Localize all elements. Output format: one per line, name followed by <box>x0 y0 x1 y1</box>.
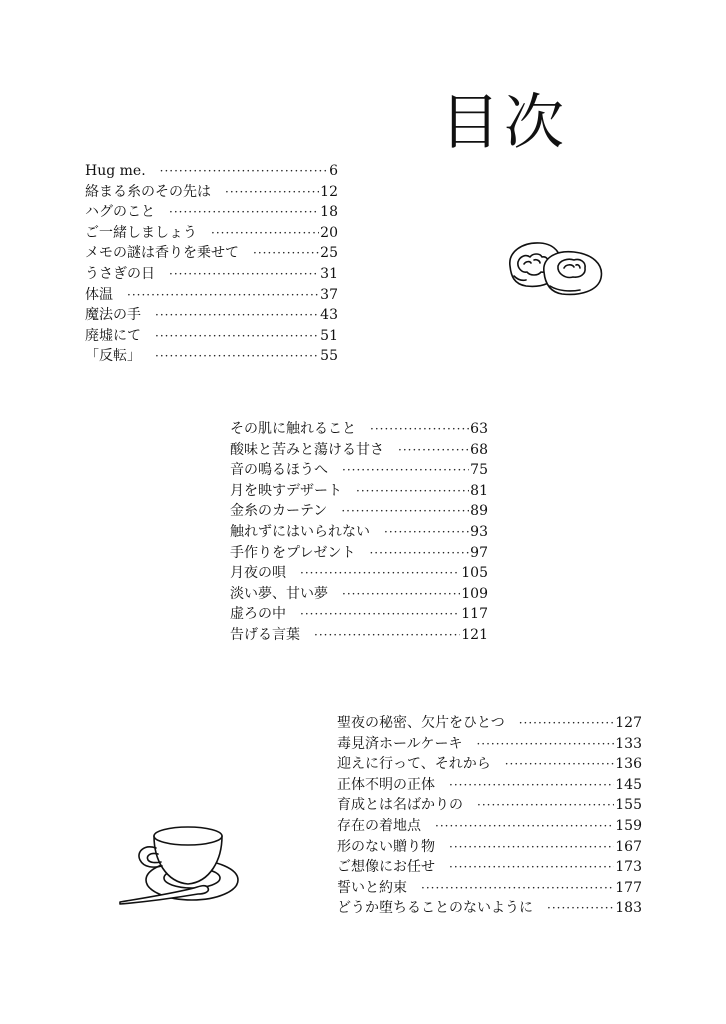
toc-leader <box>314 625 460 645</box>
toc-entry[interactable] <box>85 223 338 244</box>
toc-entry-title: ご一緒しましょう <box>85 224 197 241</box>
toc-entry[interactable] <box>230 522 488 543</box>
toc-leader <box>370 419 469 439</box>
toc-leader <box>421 878 614 898</box>
toc-entry-title: 体温 <box>85 286 113 303</box>
toc-entry-page: 68 <box>470 441 488 458</box>
toc-entry-page: 167 <box>615 838 642 855</box>
toc-entry-title: 迎えに行って、それから <box>337 756 491 773</box>
toc-entry-page: 25 <box>320 245 338 262</box>
toc-leader <box>300 604 460 624</box>
toc-entry-title: メモの謎は香りを乗せて <box>85 245 239 262</box>
toc-entry[interactable] <box>85 161 338 182</box>
toc-entry-page: 75 <box>470 462 488 479</box>
toc-leader <box>300 563 460 583</box>
toc-entry[interactable] <box>337 878 642 899</box>
toc-entry[interactable] <box>230 460 488 481</box>
toc-entry-page: 6 <box>329 163 338 179</box>
toc-entry[interactable] <box>337 754 642 775</box>
toc-leader <box>398 440 469 460</box>
toc-entry[interactable] <box>337 775 642 796</box>
toc-entry[interactable] <box>337 898 642 919</box>
toc-leader <box>519 713 615 733</box>
toc-entry-title: 存在の着地点 <box>337 817 421 834</box>
toc-entry[interactable] <box>85 182 338 203</box>
toc-entry-title: 音の鳴るほうへ <box>230 462 328 479</box>
toc-leader <box>155 346 319 366</box>
toc-entry-page: 177 <box>615 879 642 896</box>
toc-entry-page: 121 <box>461 626 488 643</box>
toc-entry-page: 133 <box>615 735 642 752</box>
toc-leader <box>342 584 460 604</box>
toc-entry-page: 105 <box>461 565 488 582</box>
toc-entry-title: 形のない贈り物 <box>337 838 435 855</box>
toc-leader <box>384 522 469 542</box>
toc-entry-title: 毒見済ホールケーキ <box>337 735 463 752</box>
toc-entry-page: 93 <box>470 523 488 540</box>
toc-leader <box>449 857 614 877</box>
toc-entry-title: 触れずにはいられない <box>230 523 370 540</box>
toc-entry-title: Hug me. <box>85 163 146 179</box>
toc-entry[interactable] <box>230 543 488 564</box>
toc-entry[interactable] <box>337 795 642 816</box>
toc-leader <box>435 816 614 836</box>
toc-leader <box>547 898 614 918</box>
toc-entry-title: 廃墟にて <box>85 327 141 344</box>
toc-entry[interactable] <box>230 563 488 584</box>
toc-entry-page: 18 <box>320 204 338 221</box>
toc-entry-title: 淡い夢、甘い夢 <box>230 585 328 602</box>
toc-entry-title: 月夜の唄 <box>230 565 286 582</box>
toc-leader <box>127 285 319 305</box>
toc-entry[interactable] <box>337 816 642 837</box>
toc-entry-page: 63 <box>470 421 488 437</box>
toc-section-1 <box>85 161 338 367</box>
page-title: 目次 <box>440 88 568 158</box>
toc-entry-page: 37 <box>320 286 338 303</box>
toc-leader <box>476 734 614 754</box>
toc-entry-title: 虚ろの中 <box>230 606 286 623</box>
toc-entry-title: 育成とは名ばかりの <box>337 797 463 814</box>
toc-entry-page: 43 <box>320 307 338 324</box>
pastry-icon <box>500 236 610 300</box>
toc-leader <box>211 223 319 243</box>
teacup-icon <box>114 818 244 908</box>
toc-entry[interactable] <box>85 326 338 347</box>
toc-leader <box>160 161 328 181</box>
toc-entry[interactable] <box>230 501 488 522</box>
toc-entry[interactable] <box>230 419 488 440</box>
toc-entry-title: 告げる言葉 <box>230 626 300 643</box>
toc-entry-page: 183 <box>615 900 642 917</box>
toc-entry-page: 155 <box>615 797 642 814</box>
toc-leader <box>155 326 319 346</box>
toc-entry[interactable] <box>85 305 338 326</box>
toc-entry[interactable] <box>337 713 642 734</box>
toc-entry-page: 145 <box>615 776 642 793</box>
toc-entry[interactable] <box>230 481 488 502</box>
toc-entry-title: その肌に触れること <box>230 421 356 437</box>
toc-entry-page: 55 <box>320 348 338 365</box>
toc-leader <box>253 243 319 263</box>
toc-leader <box>225 182 319 202</box>
toc-entry-page: 81 <box>470 482 488 499</box>
toc-entry-page: 51 <box>320 327 338 344</box>
toc-entry[interactable] <box>85 285 338 306</box>
toc-entry[interactable] <box>230 625 488 646</box>
toc-entry-title: 聖夜の秘密、欠片をひとつ <box>337 715 505 731</box>
toc-entry-title: どうか堕ちることのないように <box>337 900 533 917</box>
toc-leader <box>341 501 469 521</box>
toc-entry-page: 117 <box>461 606 488 623</box>
toc-entry[interactable] <box>337 734 642 755</box>
toc-entry-page: 89 <box>470 503 488 520</box>
toc-leader <box>505 754 615 774</box>
toc-leader <box>155 305 319 325</box>
toc-leader <box>169 264 319 284</box>
toc-entry[interactable] <box>337 857 642 878</box>
toc-entry-title: 酸味と苦みと蕩ける甘さ <box>230 441 384 458</box>
toc-entry-title: 月を映すデザート <box>230 482 342 499</box>
toc-leader <box>449 837 614 857</box>
toc-leader <box>369 543 469 563</box>
toc-entry-title: 手作りをプレゼント <box>230 544 356 561</box>
toc-entry[interactable] <box>337 837 642 858</box>
toc-entry[interactable] <box>230 584 488 605</box>
toc-section-3 <box>337 713 642 919</box>
toc-entry-page: 20 <box>320 224 338 241</box>
toc-entry-title: ハグのこと <box>85 204 155 221</box>
toc-leader <box>477 795 614 815</box>
toc-entry-page: 12 <box>320 183 338 200</box>
toc-entry-page: 127 <box>615 715 642 731</box>
toc-entry-page: 109 <box>461 585 488 602</box>
toc-leader <box>169 202 319 222</box>
toc-entry[interactable] <box>230 440 488 461</box>
toc-entry-page: 173 <box>615 859 642 876</box>
toc-leader <box>449 775 614 795</box>
toc-entry[interactable] <box>85 202 338 223</box>
toc-entry[interactable] <box>85 264 338 285</box>
toc-entry-title: 誓いと約束 <box>337 879 407 896</box>
toc-entry-title: 金糸のカーテン <box>230 503 328 520</box>
toc-leader <box>342 460 469 480</box>
toc-entry-title: 魔法の手 <box>85 307 141 324</box>
toc-section-2 <box>230 419 488 646</box>
toc-entry-page: 136 <box>615 756 642 773</box>
toc-entry-page: 31 <box>320 265 338 282</box>
toc-entry[interactable] <box>85 243 338 264</box>
toc-entry-title: ご想像にお任せ <box>337 859 435 876</box>
toc-entry-title: 正体不明の正体 <box>337 776 435 793</box>
toc-entry-page: 97 <box>470 544 488 561</box>
toc-entry[interactable] <box>230 604 488 625</box>
toc-leader <box>356 481 469 501</box>
toc-entry-title: 「反転」 <box>85 348 141 365</box>
toc-entry[interactable] <box>85 346 338 367</box>
toc-entry-title: 絡まる糸のその先は <box>85 183 211 200</box>
toc-entry-title: うさぎの日 <box>85 265 155 282</box>
toc-entry-page: 159 <box>615 817 642 834</box>
